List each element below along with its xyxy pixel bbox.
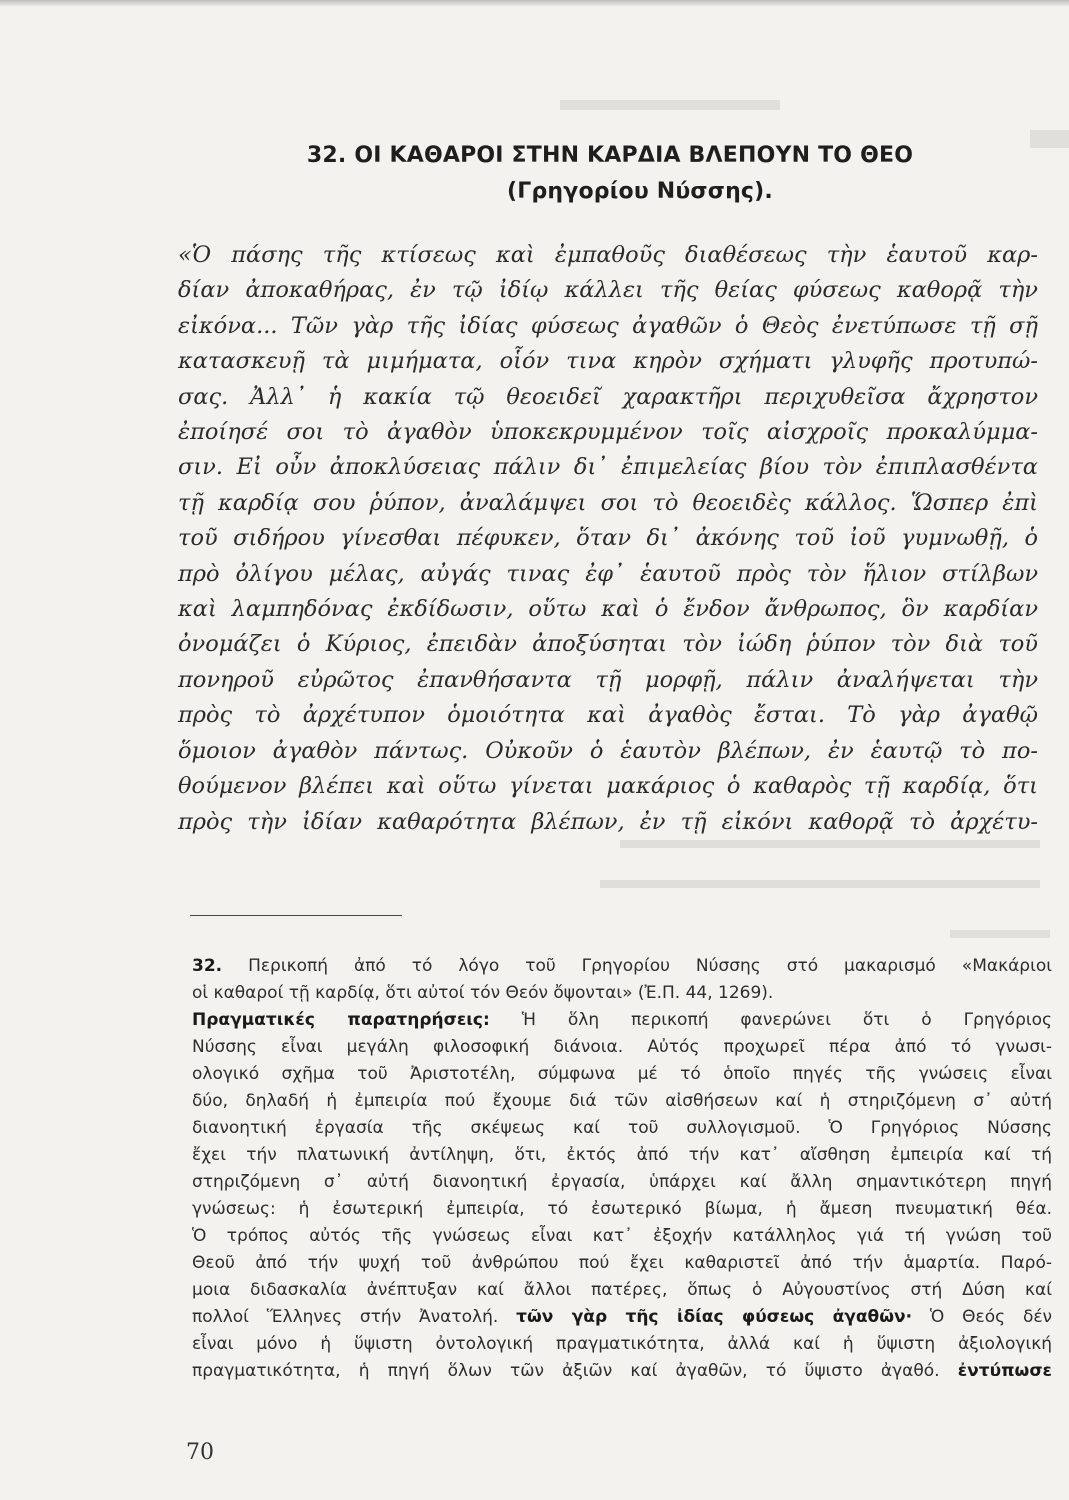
footnote-line (192, 1304, 1052, 1331)
footnote-text: Ἡ ὅλη περικοπή φανερώνει ὅτι ὁ Γρηγόριος (521, 1010, 1052, 1030)
footnote-block (192, 953, 1052, 1385)
bold-quote: τῶν γὰρ τῆς ἰδίας φύσεως ἀγαθῶν· (516, 1307, 913, 1327)
passage-line: σιν. Εἰ οὖν ἀποκλύσειας πάλιν δι᾽ ἐπιμελείας βίου τὸν ἐπιπλασθέντα (178, 454, 1038, 481)
footnote-line: εἶναι μόνο ἡ ὕψιστη ὀντολογική πραγματικότητα, ἀλλά καί ἡ ὕψιστη ἀξιολογική (192, 1334, 1052, 1354)
footnote-number: 32. (192, 956, 223, 976)
passage-line: «Ὁ πάσης τῆς κτίσεως καὶ ἐμπαθοῦς διαθέσεως τὴν ἑαυτοῦ καρ- (178, 242, 1038, 268)
footnote-divider (190, 915, 402, 916)
footnote-line: ἔχει τήν πλατωνική ἀντίληψη, ὅτι, ἐκτός ἀπό τήν κατ᾽ αἴσθηση ἐμπειρία καί τή (192, 1145, 1052, 1165)
footnote-line (192, 1358, 1052, 1385)
passage-line: ἐποίησέ σοι τὸ ἀγαθὸν ὑποκεκρυμμένον τοῖς αἰσχροῖς προκαλύμμα- (178, 419, 1038, 446)
remarks-label: Πραγματικές παρατηρήσεις: (192, 1010, 490, 1030)
footnote-text: Ὁ Θεός δέν (929, 1307, 1053, 1327)
passage-line: θούμενον βλέπει καὶ οὕτω γίνεται μακάριος ὁ καθαρὸς τῇ καρδίᾳ, ὅτι (178, 773, 1038, 800)
passage-line: ὀνομάζει ὁ Κύριος, ἐπειδὰν ἀποξύσηται τὸν ἰώδη ῥύπον τὸν διὰ τοῦ (178, 631, 1038, 658)
footnote-line: Ὁ τρόπος αὐτός τῆς γνώσεως εἶναι κατ᾽ ἐξοχήν κατάλληλος γιά τή γνώση τοῦ (192, 1226, 1052, 1246)
passage-line: εἰκόνα... Τῶν γὰρ τῆς ἰδίας φύσεως ἀγαθῶν ὁ Θεὸς ἐνετύπωσε τῇ σῇ (178, 312, 1038, 339)
footnote-line: στηριζόμενη σ᾽ αὐτή διανοητική ἐργασία, ὑπάρχει καί ἄλλη σημαντικότερη πηγή (192, 1172, 1052, 1192)
passage-line: δίαν ἀποκαθήρας, ἐν τῷ ἰδίῳ κάλλει τῆς θείας φύσεως καθορᾷ τὴν (178, 277, 1038, 304)
passage-line: τῇ καρδίᾳ σου ῥύπον, ἀναλάμψει σοι τὸ θεοειδὲς κάλλος. Ὥσπερ ἐπὶ (178, 489, 1038, 516)
footnote-line: ολογικό σχῆμα τοῦ Ἀριστοτέλη, σύμφωνα μέ τό ὁποῖο πηγές τῆς γνώσεις εἶναι (192, 1064, 1052, 1084)
page-number: 70 (186, 1440, 214, 1465)
passage-line: πονηροῦ εὐρῶτος ἐπανθήσαντα τῇ μορφῇ, πάλιν ἀναλήψεται τὴν (178, 666, 1038, 693)
passage-line: τοῦ σιδήρου γίνεσθαι πέφυκεν, ὅταν δι᾽ ἀκόνης τοῦ ἰοῦ γυμνωθῇ, ὁ (178, 525, 1038, 552)
page-top-edge (0, 0, 1069, 7)
footnote-text: πραγματικότητα, ἡ πηγή ὅλων τῶν ἀξιῶν καί ἀγαθῶν, τό ὕψιστο ἀγαθό. (192, 1361, 940, 1381)
footnote-text: πολλοί Ἕλληνες στήν Ἀνατολή. (192, 1307, 499, 1327)
footnote-text: Περικοπή ἀπό τό λόγο τοῦ Γρηγορίου Νύσσης στό μακαρισμό «Μακάριοι (248, 956, 1052, 976)
passage-line: πρὸς τὸ ἀρχέτυπον ὁμοιότητα καὶ ἀγαθὸς ἔσται. Τὸ γὰρ ἀγαθῷ (178, 702, 1038, 729)
footnote-line: γνώσεως: ἡ ἐσωτερική ἐμπειρία, τό ἐσωτερικό βίωμα, ἡ ἄμεση πνευματική θέα. (192, 1199, 1052, 1219)
passage-line: πρὸ ὀλίγου μέλας, αὐγάς τινας ἐφ᾽ ἑαυτοῦ πρὸς τὸν ἥλιον στίλβων (178, 560, 1038, 587)
footnote-line (192, 953, 1052, 980)
chapter-title: 32. ΟΙ ΚΑΘΑΡΟΙ ΣΤΗΝ ΚΑΡΔΙΑ ΒΛΕΠΟΥΝ ΤΟ ΘΕΟ (306, 143, 914, 168)
footnote-line: Νύσσης εἶναι μεγάλη φιλοσοφική διάνοια. Αὐτός προχωρεῖ πέρα ἀπό τό γνωσι- (192, 1037, 1052, 1057)
passage-line: ὅμοιον ἀγαθὸν πάντως. Οὐκοῦν ὁ ἑαυτὸν βλέπων, ἐν ἑαυτῷ τὸ πο- (178, 737, 1038, 764)
footnote-line: οἱ καθαροί τῇ καρδίᾳ, ὅτι αὐτοί τόν Θεόν ὄψονται» (Ἐ.Π. 44, 1269). (192, 983, 774, 1003)
footnote-line: Θεοῦ ἀπό τήν ψυχή τοῦ ἀνθρώπου πού ἔχει καθαριστεῖ ἀπό τήν ἁμαρτία. Παρό- (192, 1253, 1052, 1273)
passage-line: κατασκευῇ τὰ μιμήματα, οἷόν τινα κηρὸν σχήματι γλυφῆς προτυπώ- (178, 348, 1038, 375)
footnote-line: δύο, δηλαδή ἡ ἐμπειρία πού ἔχουμε διά τῶν αἰσθήσεων καί ἡ στηριζόμενη σ᾽ αὐτή (192, 1091, 1052, 1111)
passage-line: καὶ λαμπηδόνας ἐκδίδωσιν, οὕτω καὶ ὁ ἔνδον ἄνθρωπος, ὃν καρδίαν (178, 596, 1038, 623)
footnote-line (192, 1007, 1052, 1034)
passage-line: πρὸς τὴν ἰδίαν καθαρότητα βλέπων, ἐν τῇ εἰκόνι καθορᾷ τὸ ἀρχέτυ- (178, 808, 1038, 835)
passage-line: σας. Ἀλλ᾽ ἡ κακία τῷ θεοειδεῖ χαρακτῆρι περιχυθεῖσα ἄχρηστον (178, 383, 1038, 410)
chapter-heading (250, 138, 970, 210)
chapter-author: (Γρηγορίου Νύσσης). (507, 179, 773, 204)
footnote-line: διανοητική ἐργασία τῆς σκέψεως καί τοῦ συλλογισμοῦ. Ὁ Γρηγόριος Νύσσης (192, 1118, 1052, 1138)
main-passage (178, 238, 1038, 840)
footnote-line: μοια διδασκαλία ἀνέπτυξαν καί ἄλλοι πατέρες, ὅπως ὁ Αὐγουστίνος στή Δύση καί (192, 1280, 1052, 1300)
bold-quote: ἐντύπωσε (957, 1361, 1053, 1381)
